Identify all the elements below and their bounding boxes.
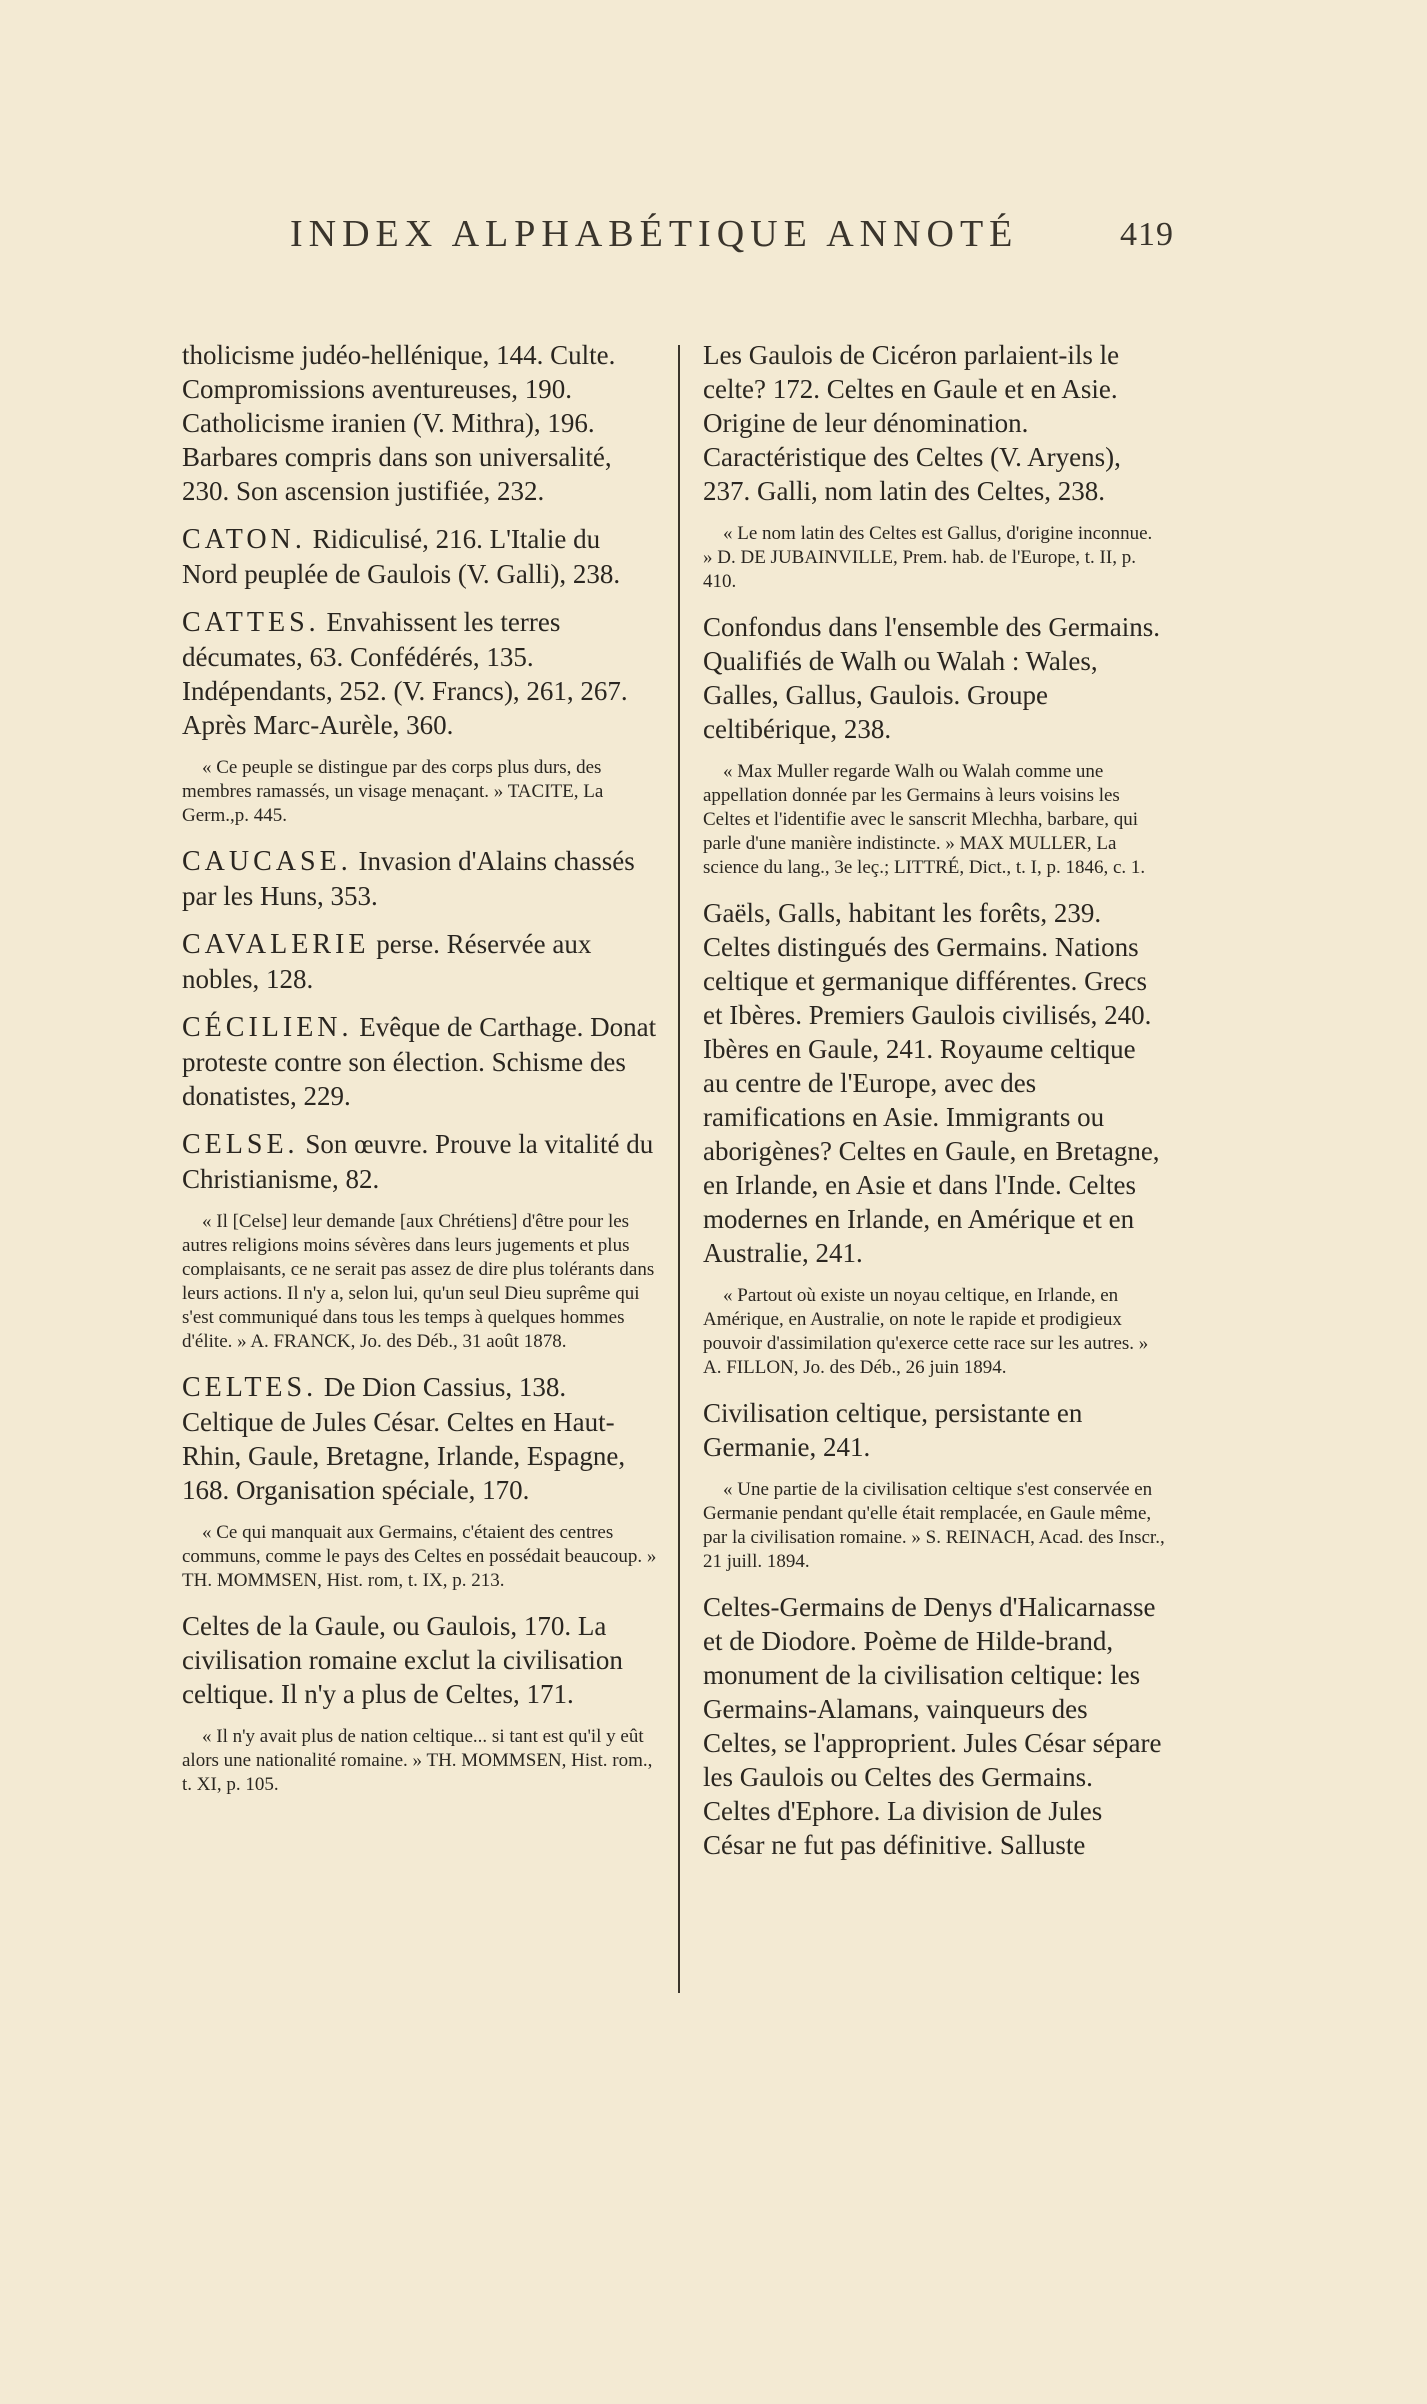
index-entry bbox=[703, 1396, 1165, 1464]
entry-headword: CÉCILIEN. bbox=[182, 1012, 353, 1043]
quotation bbox=[703, 1284, 1165, 1380]
entry-text: Confondus dans l'ensemble des Germains. Qualifiés de Walh ou Walah : Wales, Galles, Gallus, Gaulois. Groupe celtibérique, 238. bbox=[703, 612, 1161, 744]
left-column bbox=[182, 338, 657, 1813]
entry-text: Celtes-Germains de Denys d'Halicarnasse et de Diodore. Poème de Hilde-brand, monument de la civilisation celtique: les Germains-Alamans, vainqueurs des Celtes, se l'approprient. Jules César sépare les Gaulois ou Celtes des Germains. Celtes d'Ephore. La division de Jules César ne fut pas définitive. Salluste bbox=[703, 1592, 1162, 1860]
quotation-text: « Max Muller regarde Walh ou Walah comme une appellation donnée par les Germains à leurs voisins les Celtes et l'identifie avec le sanscrit Mlechha, barbare, qui parle d'une manière indistincte. » MAX MULLER, La science du lang., 3e leç.; LITTRÉ, Dict., t. I, p. 1846, c. 1. bbox=[703, 761, 1146, 878]
index-entry bbox=[703, 338, 1165, 508]
entry-headword: CATTES. bbox=[182, 607, 320, 638]
quotation bbox=[703, 1478, 1165, 1574]
entry-headword: CAUCASE. bbox=[182, 846, 352, 877]
entry-text: Son œuvre. Prouve la vitalité du Christianisme, 82. bbox=[182, 1129, 654, 1194]
index-entry bbox=[703, 896, 1165, 1270]
quotation-text: « Une partie de la civilisation celtique s'est conservée en Germanie pendant qu'elle était remplacée, en Gaule même, par la civilisation romaine. » S. REINACH, Acad. des Inscr., 21 juill. 1894. bbox=[703, 1479, 1165, 1572]
page-number: 419 bbox=[1120, 216, 1174, 253]
index-entry bbox=[703, 1590, 1165, 1862]
quotation bbox=[703, 522, 1165, 594]
quotation bbox=[703, 760, 1165, 880]
entry-text: Civilisation celtique, persistante en Germanie, 241. bbox=[703, 1398, 1083, 1462]
entry-text: Evêque de Carthage. Donat proteste contre son élection. Schisme des donatistes, 229. bbox=[182, 1012, 657, 1111]
quotation-text: « Il [Celse] leur demande [aux Chrétiens] d'être pour les autres religions moins sévères dans leurs jugements et plus complaisants, ce ne serait pas assez de dire plus tolérants dans leurs actions. Il n'y a, selon lui, qu'un seul Dieu suprême qui s'est communiqué dans tous les temps à quelques hommes d'élite. » A. FRANCK, Jo. des Déb., 31 août 1878. bbox=[182, 1211, 655, 1352]
entry-headword: CELSE. bbox=[182, 1129, 299, 1160]
entry-text: Envahissent les terres décumates, 63. Confédérés, 135. Indépendants, 252. (V. Francs), 261, 267. Après Marc-Aurèle, 360. bbox=[182, 607, 628, 740]
header-title: INDEX ALPHABÉTIQUE ANNOTÉ bbox=[290, 213, 1019, 255]
entry-headword: CELTES. bbox=[182, 1372, 318, 1403]
entry-text: perse. Réservée aux nobles, 128. bbox=[182, 929, 592, 994]
entry-text: Invasion d'Alains chassés par les Huns, 353. bbox=[182, 846, 635, 911]
entry-text: Gaëls, Galls, habitant les forêts, 239. Celtes distingués des Germains. Nations celtique et germanique différentes. Grecs et Ibères. Premiers Gaulois civilisés, 240. Ibères en Gaule, 241. Royaume celtique au centre de l'Europe, avec des ramifications en Asie. Immigrants ou aborigènes? Celtes en Gaule, en Bretagne, en Irlande, en Asie et dans l'Inde. Celtes modernes en Irlande, en Amérique et en Australie, 241. bbox=[703, 898, 1160, 1268]
quotation-text: « Partout où existe un noyau celtique, en Irlande, en Amérique, en Australie, on note le rapide et prodigieux pouvoir d'assimilation qu'exerce cette race sur les autres. » A. FILLON, Jo. des Déb., 26 juin 1894. bbox=[703, 1285, 1149, 1378]
column-divider bbox=[678, 345, 680, 1993]
entry-text: Celtes de la Gaule, ou Gaulois, 170. La civilisation romaine exclut la civilisation celtique. Il n'y a plus de Celtes, 171. bbox=[182, 1611, 623, 1709]
index-entry bbox=[182, 522, 657, 591]
index-entry bbox=[182, 1127, 657, 1196]
index-entry bbox=[182, 1609, 657, 1711]
right-column bbox=[703, 338, 1165, 1876]
quotation-text: « Il n'y avait plus de nation celtique... si tant est qu'il y eût alors une nationalité romaine. » TH. MOMMSEN, Hist. rom., t. XI, p. 105. bbox=[182, 1726, 653, 1795]
entry-text: tholicisme judéo-hellénique, 144. Culte. Compromissions aventureuses, 190. Catholicisme iranien (V. Mithra), 196. Barbares compris dans son universalité, 230. Son ascension justifiée, 232. bbox=[182, 340, 616, 506]
entry-text: Les Gaulois de Cicéron parlaient-ils le celte? 172. Celtes en Gaule et en Asie. Origine de leur dénomination. Caractéristique des Celtes (V. Aryens), 237. Galli, nom latin des Celtes, 238. bbox=[703, 340, 1121, 506]
index-entry bbox=[182, 844, 657, 913]
quotation-text: « Le nom latin des Celtes est Gallus, d'origine inconnue. » D. DE JUBAINVILLE, Prem. hab. de l'Europe, t. II, p. 410. bbox=[703, 523, 1153, 592]
entry-headword: CATON. bbox=[182, 524, 306, 555]
entry-text: De Dion Cassius, 138. Celtique de Jules César. Celtes en Haut-Rhin, Gaule, Bretagne, Irlande, Espagne, 168. Organisation spéciale, 170. bbox=[182, 1372, 626, 1505]
quotation bbox=[182, 1210, 657, 1354]
running-header bbox=[290, 212, 1174, 256]
index-entry bbox=[182, 605, 657, 742]
index-entry bbox=[182, 1010, 657, 1113]
index-entry bbox=[182, 927, 657, 996]
entry-text: Ridiculisé, 216. L'Italie du Nord peuplée de Gaulois (V. Galli), 238. bbox=[182, 524, 621, 589]
quotation-text: « Ce qui manquait aux Germains, c'étaient des centres communs, comme le pays des Celtes en possédait beaucoup. » TH. MOMMSEN, Hist. rom, t. IX, p. 213. bbox=[182, 1522, 657, 1591]
entry-headword: CAVALERIE bbox=[182, 929, 370, 960]
quotation bbox=[182, 1521, 657, 1593]
quotation bbox=[182, 756, 657, 828]
index-entry bbox=[182, 338, 657, 508]
index-entry bbox=[703, 610, 1165, 746]
index-entry bbox=[182, 1370, 657, 1507]
quotation-text: « Ce peuple se distingue par des corps plus durs, des membres ramassés, un visage menaçant. » TACITE, La Germ.,p. 445. bbox=[182, 757, 604, 826]
quotation bbox=[182, 1725, 657, 1797]
